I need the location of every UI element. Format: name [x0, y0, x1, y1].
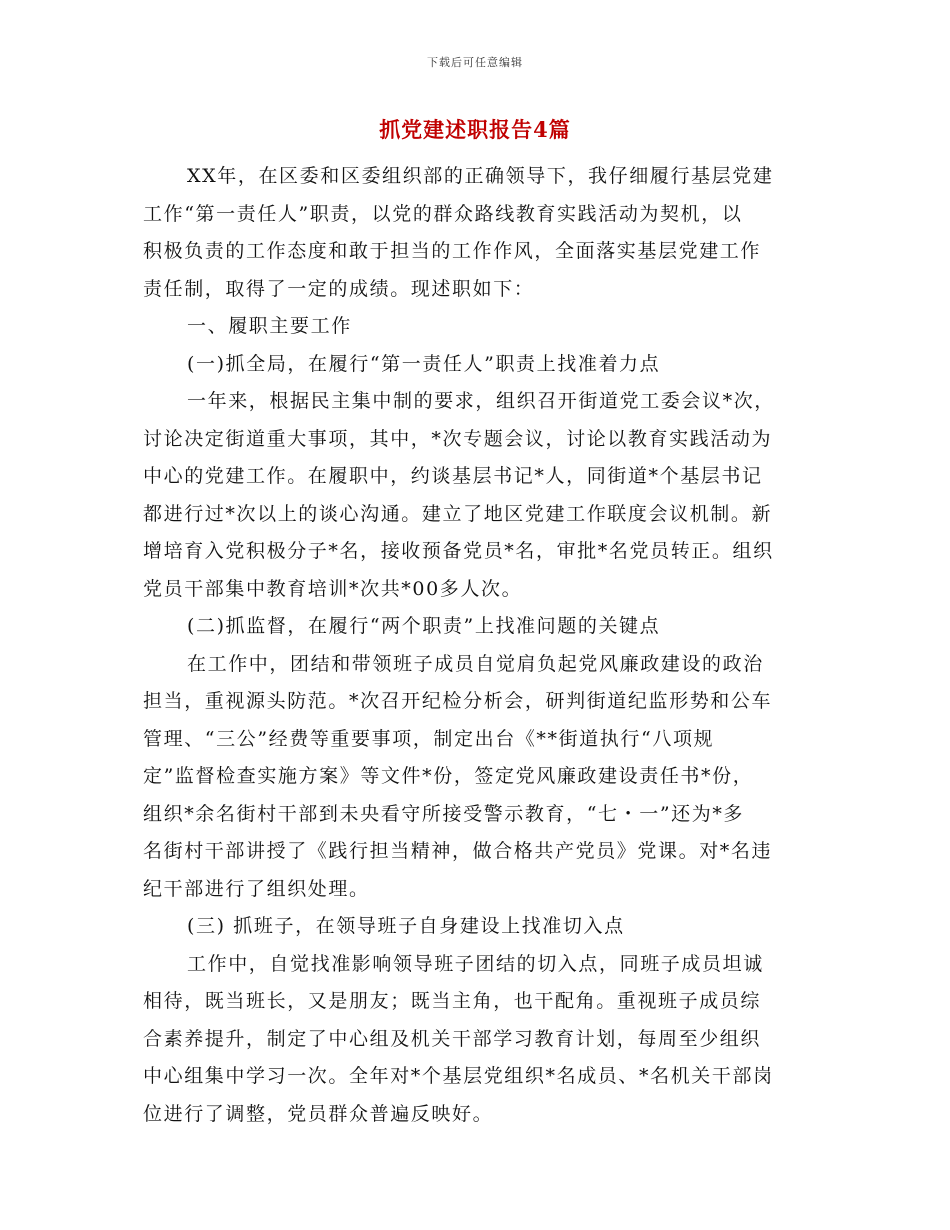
paragraph-line: 讨论决定街道重大事项，其中，*次专题会议，讨论以教育实践活动为	[143, 427, 773, 450]
paragraph-line: 组织*余名街村干部到未央看守所接受警示教育，“七・一”还为*多	[143, 802, 745, 825]
paragraph-line: 积极负责的工作态度和敢于担当的工作作风，全面落实基层党建工作	[143, 240, 762, 262]
paragraph-line: 都进行过*次以上的谈心沟通。建立了地区党建工作联度会议机制。新	[143, 502, 773, 525]
paragraph-line: 中心的党建工作。在履职中，约谈基层书记*人，同街道*个基层书记	[143, 465, 763, 487]
paragraph-line: 中心组集中学习一次。全年对*个基层党组织*名成员、*名机关干部岗	[143, 1065, 774, 1087]
paragraph-line: 位进行了调整，党员群众普遍反映好。	[143, 1102, 494, 1125]
paragraph-line: 党员干部集中教育培训*次共*00多人次。	[143, 577, 523, 600]
subsection-heading: (二)抓监督，在履行“两个职责”上找准问题的关键点	[187, 615, 661, 637]
paragraph-line: 纪干部进行了组织处理。	[143, 877, 370, 900]
paragraph-line: 管理、“三公”经费等重要事项，制定出台《**街道执行“八项规	[143, 727, 715, 750]
paragraph-line: 增培育入党积极分子*名，接收预备党员*名，审批*名党员转正。组织	[143, 540, 774, 562]
paragraph-line: 名街村干部讲授了《践行担当精神，做合格共产党员》党课。对*名违	[143, 840, 773, 862]
paragraph-line: 相待，既当班长，又是朋友；既当主角，也干配角。重视班子成员综	[143, 990, 762, 1012]
paragraph-line: 担当，重视源头防范。*次召开纪检分析会，研判街道纪监形势和公车	[143, 690, 773, 712]
paragraph-line: 责任制，取得了一定的成绩。现述职如下：	[143, 277, 535, 300]
paragraph-line: 定”监督检查实施方案》等文件*份，签定党风廉政建设责任书*份，	[143, 765, 754, 787]
subsection-heading: (一)抓全局，在履行“第一责任人”职责上找准着力点	[187, 352, 661, 375]
paragraph-line: 一年来，根据民主集中制的要求，组织召开街道党工委会议*次，	[187, 390, 775, 412]
paragraph-line: 合素养提升，制定了中心组及机关干部学习教育计划，每周至少组织	[143, 1027, 762, 1050]
section-heading: 一、履职主要工作	[187, 315, 352, 337]
document-title: 抓党建述职报告4篇	[379, 117, 571, 142]
paragraph-line: 工作“第一责任人”职责，以党的群众路线教育实践活动为契机，以	[143, 202, 743, 225]
paragraph-line: 在工作中，团结和带领班子成员自觉肩负起党风廉政建设的政治	[187, 652, 764, 675]
paragraph-line: 工作中，自觉找准影响领导班子团结的切入点，同班子成员坦诚	[187, 952, 764, 975]
paragraph-line: XX年，在区委和区委组织部的正确领导下，我仔细履行基层党建	[187, 165, 774, 187]
document-body	[143, 158, 806, 1133]
header-note: 下载后可任意编辑	[427, 56, 523, 69]
subsection-heading: (三) 抓班子，在领导班子自身建设上找准切入点	[187, 915, 625, 937]
